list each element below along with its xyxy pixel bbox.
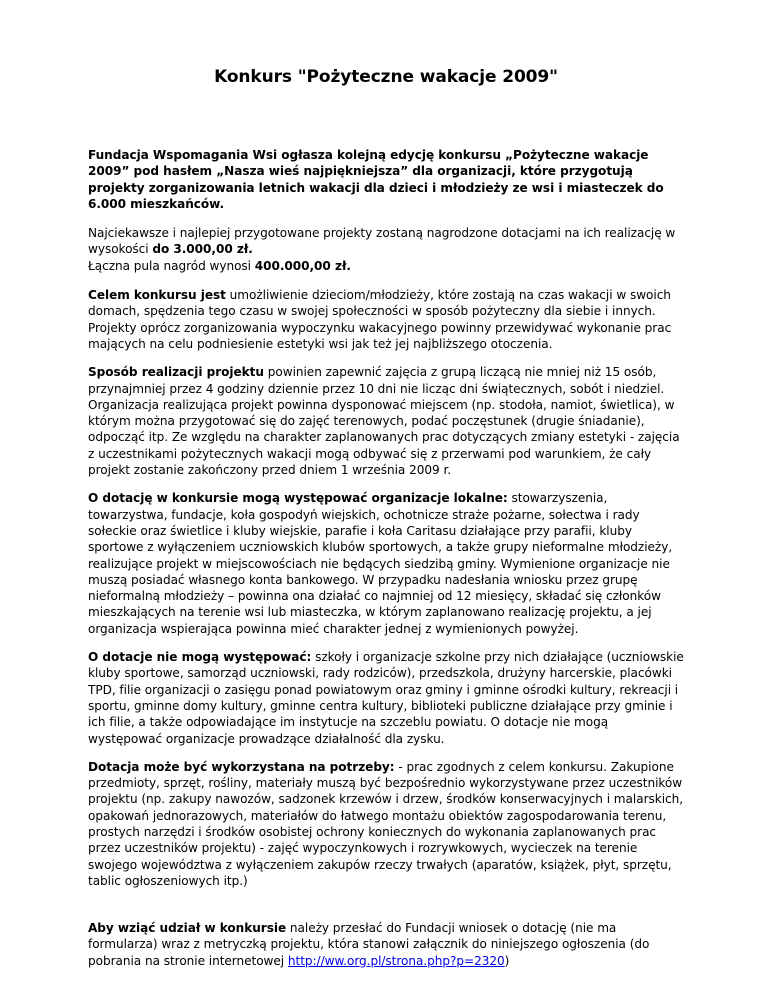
intro-paragraph <box>88 147 684 212</box>
eligible-lead: O dotację w konkursie mogą występować organizacje lokalne: <box>88 491 508 506</box>
apply-lead: Aby wziąć udział w konkursie <box>88 921 287 936</box>
goal-text: umożliwienie dzieciom/młodzieży, które zostają na czas wakacji w swoich domach, spędzenia tego czasu w swojej społeczności w sposób pożyteczny dla siebie i innych. Projekty oprócz zorganizowania wypoczynku wakacyjnego powinny przewidywać wykonanie prac mających na celu podniesienie estetyki wsi jak też jej najbliższego otoczenia. <box>88 288 672 351</box>
ineligible-text: szkoły i organizacje szkolne przy nich działające (uczniowskie kluby sportowe, samorząd uczniowski, rady rodziców), przedszkola, drużyny harcerskie, placówki TPD, filie organizacji o zasięgu ponad powiatowym oraz gminy i gminne ośrodki kultury, rekreacji i sportu, gminne domy kultury, gminne centra kultury, biblioteki publiczne działające przy gminie i ich filie, a także odpowiadające im instytucje na szczeblu powiatu. O dotacje nie mogą występować organizacje prowadzące działalność dla zysku. <box>88 650 684 746</box>
ineligible-lead: O dotacje nie mogą występować: <box>88 650 312 665</box>
prizes-text-2: Łączna pula nagród wynosi <box>88 258 255 273</box>
method-paragraph <box>88 364 684 478</box>
prize-amount-max: do 3.000,00 zł. <box>152 242 253 257</box>
ineligible-paragraph <box>88 649 684 747</box>
goal-paragraph <box>88 287 684 352</box>
goal-lead: Celem konkursu jest <box>88 288 226 303</box>
eligible-paragraph <box>88 490 684 637</box>
method-lead: Sposób realizacji projektu <box>88 365 264 380</box>
prize-pool-total: 400.000,00 zł. <box>254 258 351 273</box>
purposes-paragraph <box>88 759 684 889</box>
application-link[interactable]: http://ww.org.pl/strona.php?p=2320 <box>287 953 505 968</box>
apply-paragraph <box>88 920 684 969</box>
intro-text: Fundacja Wspomagania Wsi ogłasza kolejną edycję konkursu „Pożyteczne wakacje 2009” pod hasłem „Nasza wieś najpiękniejsza” dla organizacji, które przygotują projekty zorganizowania letnich wakacji dla dzieci i młodzieży ze wsi i miasteczek do 6.000 mieszkańców. <box>88 148 664 211</box>
apply-close: ) <box>504 953 510 968</box>
prizes-text-1: Najciekawsze i najlepiej przygotowane projekty zostaną nagrodzone dotacjami na ich realizację w wysokości <box>88 226 676 257</box>
method-text: powinien zapewnić zajęcia z grupą liczącą nie mniej niż 15 osób, przynajmniej przez 4 godziny dziennie przez 10 dni nie licząc dni świątecznych, sobót i niedziel. Organizacja realizująca projekt powinna dysponować miejscem (np. stodoła, namiot, świetlica), w którym można przygotować się do zajęć terenowych, podać poczęstunek (drugie śniadanie), odpocząć itp. Ze względu na charakter zaplanowanych prac dotyczących zmiany estetyki - zajęcia z uczestnikami pożytecznych wakacji mogą odbywać się z przerwami pod warunkiem, że cały projekt zostanie zakończony przed dniem 1 września 2009 r. <box>88 365 680 478</box>
eligible-text: stowarzyszenia, towarzystwa, fundacje, koła gospodyń wiejskich, ochotnicze straże pożarne, sołectwa i rady sołeckie oraz świetlice i kluby wiejskie, parafie i koła Caritasu działające przy parafii, kluby sportowe z wyłączeniem uczniowskich klubów sportowych, a także grupy nieformalne młodzieży, realizujące projekt w miejscowościach nie będących siedzibą gminy. Wymienione organizacje nie muszą posiadać własnego konta bankowego. W przypadku nadesłania wniosku przez grupę nieformalną młodzieży – powinna ona działać co najmniej od 12 miesięcy, składać się członków mieszkających na terenie wsi lub miasteczka, w którym zaplanowano realizację projektu, a jej organizacja wspierająca powinna mieć charakter jednej z wymienionych powyżej. <box>88 491 673 636</box>
prizes-paragraph <box>88 225 684 274</box>
document-page <box>88 0 684 969</box>
purposes-text: - prac zgodnych z celem konkursu. Zakupione przedmioty, sprzęt, rośliny, materiały muszą być bezpośrednio wykorzystywane przez uczestników projektu (np. zakupy nawozów, sadzonek krzewów i drzew, środków konserwacyjnych i malarskich, opakowań jednorazowych, materiałów do łatwego montażu obiektów zagospodarowania terenu, prostych narzędzi i środków osobistej ochrony koniecznych do wykonania zaplanowanych prac przez uczestników projektu) - zajęć wypoczynkowych i rozrywkowych, wycieczek na terenie swojego województwa z wyłączeniem zakupów rzeczy trwałych (aparatów, książek, płyt, sprzętu, tablic ogłoszeniowych itp.) <box>88 759 684 888</box>
apply-text: należy przesłać do Fundacji wniosek o dotację (nie ma formularza) wraz z metryczką projektu, która stanowi załącznik do niniejszego ogłoszenia (do pobrania na stronie internetowej <box>88 921 650 968</box>
document-title: Konkurs "Pożyteczne wakacje 2009" <box>214 67 558 87</box>
purposes-lead: Dotacja może być wykorzystana na potrzeby: <box>88 759 395 774</box>
